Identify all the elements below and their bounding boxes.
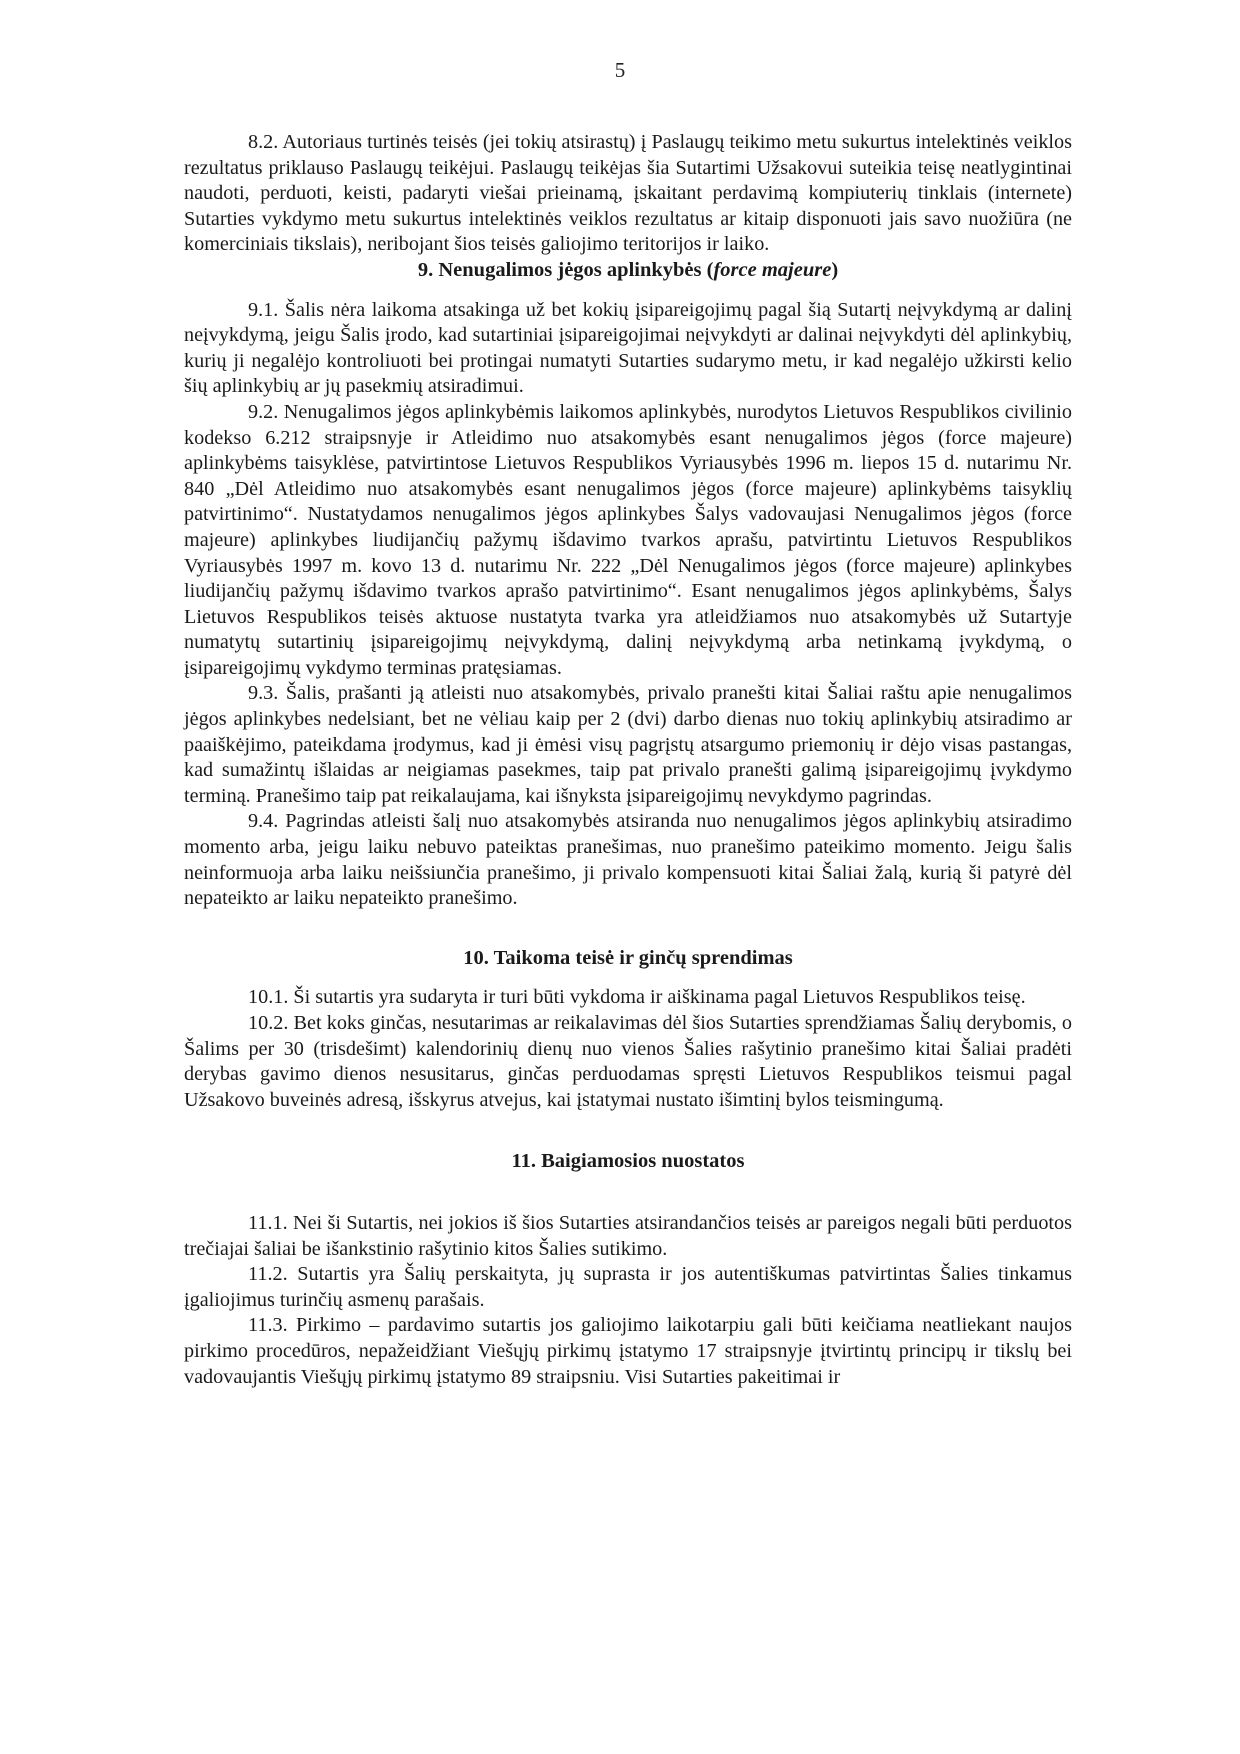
- spacer: [184, 1175, 1072, 1211]
- clause-9-4: 9.4. Pagrindas atleisti šalį nuo atsakomybės atsiranda nuo nenugalimos jėgos aplinkybių atsiradimo momento arba, jeigu laiku nebuvo pateiktas pranešimas, nuo pranešimo pateikimo momento. Jeigu šalis neinformuoja arba laiku neišsiunčia pranešimo, ji privalo kompensuoti kitai Šaliai žalą, kurią ši patyrė dėl nepateikto ar laiku nepateikto pranešimo.: [184, 810, 1072, 910]
- page-number: 5: [614, 58, 626, 82]
- spacer: [184, 971, 1072, 985]
- spacer: [184, 284, 1072, 298]
- clause-9-2: 9.2. Nenugalimos jėgos aplinkybėmis laikomos aplinkybės, nurodytos Lietuvos Respublikos civilinio kodekso 6.212 straipsnyje ir Atleidimo nuo atsakomybės esant nenugalimos jėgos (force majeure) aplinkybėms taisyklėse, patvirtintose Lietuvos Respublikos Vyriausybės 1996 m. liepos 15 d. nutarimu Nr. 840 „Dėl Atleidimo nuo atsakomybės esant nenugalimos jėgos (force majeure) aplinkybėms taisyklių patvirtinimo“. Nustatydamos nenugalimos jėgos aplinkybes Šalys vadovaujasi Nenugalimos jėgos (force majeure) aplinkybes liudijančių pažymų išdavimo tvarkos aprašu, patvirtintu Lietuvos Respublikos Vyriausybės 1997 m. kovo 13 d. nutarimu Nr. 222 „Dėl Nenugalimos jėgos (force majeure) aplinkybes liudijančių pažymų išdavimo tvarkos aprašo patvirtinimo“. Esant nenugalimos jėgos aplinkybėms, Šalys Lietuvos Respublikos teisės aktuose nustatyta tvarka yra atleidžiamos nuo atsakomybės už Sutartyje numatytų sutartinių įsipareigojimų neįvykdymą, dalinį neįvykdymą arba netinkamą įvykdymą, o įsipareigojimų vykdymo terminas pratęsiamas.: [184, 400, 1072, 679]
- document-body: [184, 130, 1072, 1390]
- spacer: [184, 912, 1072, 946]
- clause-11-1: 11.1. Nei ši Sutartis, nei jokios iš šios Sutarties atsirandančios teisės ar pareigos negali būti perduotos trečiajai šaliai be išankstinio rašytinio kitos Šalies sutikimo.: [184, 1211, 1072, 1260]
- clause-11-3: 11.3. Pirkimo – pardavimo sutartis jos galiojimo laikotarpiu gali būti keičiama neatliekant naujos pirkimo procedūros, nepažeidžiant Viešųjų pirkimų įstatymo 17 straipsnyje įtvirtintų principų ir tikslų bei vadovaujantis Viešųjų pirkimų įstatymo 89 straipsniu. Visi Sutarties pakeitimai ir: [184, 1314, 1072, 1388]
- clause-11-2: 11.2. Sutartis yra Šalių perskaityta, jų suprasta ir jos autentiškumas patvirtintas Šalies tinkamus įgaliojimus turinčių asmenų parašais.: [184, 1263, 1072, 1311]
- section-heading-9-main: 9. Nenugalimos jėgos aplinkybės (: [417, 258, 714, 281]
- spacer: [184, 1113, 1072, 1149]
- section-heading-10: 10. Taikoma teisė ir ginčų sprendimas: [463, 946, 793, 969]
- section-heading-9-end: ): [831, 258, 839, 281]
- clause-9-1: 9.1. Šalis nėra laikoma atsakinga už bet kokių įsipareigojimų pagal šią Sutartį neįvykdymą ar dalinį neįvykdymą, jeigu Šalis įrodo, kad sutartiniai įsipareigojimai neįvykdyti ar dalinai neįvykdyti dėl aplinkybių, kurių ji negalėjo kontroliuoti bei protingai numatyti Sutarties sudarymo metu, ir kad negalėjo užkirsti kelio šių aplinkybių ar jų pasekmių atsiradimui.: [184, 298, 1072, 398]
- clause-9-3: 9.3. Šalis, prašanti ją atleisti nuo atsakomybės, privalo pranešti kitai Šaliai raštu apie nenugalimos jėgos aplinkybes nedelsiant, bet ne vėliau kaip per 2 (dvi) darbo dienas nuo tokių aplinkybių atsiradimo ar paaiškėjimo, pateikdama įrodymus, kad ji ėmėsi visų pagrįstų atsargumo priemonių ir dėjo visas pastangas, kad sumažintų išlaidas ar neigiamas pasekmes, taip pat privalo pranešti galimą įsipareigojimų įvykdymo terminą. Pranešimo taip pat reikalaujama, kai išnyksta įsipareigojimų nevykdymo pagrindas.: [184, 682, 1072, 807]
- clause-10-1: 10.1. Ši sutartis yra sudaryta ir turi būti vykdoma ir aiškinama pagal Lietuvos Respublikos teisę.: [248, 986, 1026, 1009]
- clause-8-2: 8.2. Autoriaus turtinės teisės (jei tokių atsirastų) į Paslaugų teikimo metu sukurtus intelektinės veiklos rezultatus priklauso Paslaugų teikėjui. Paslaugų teikėjas šia Sutartimi Užsakovui suteikia teisę neatlygintinai naudoti, perduoti, keisti, padaryti viešai prieinamą, įskaitant perdavimą kompiuterių tinklais (internete) Sutarties vykdymo metu sukurtus intelektinės veiklos rezultatus ar kitaip disponuoti jais savo nuožiūra (ne komerciniais tikslais), neribojant šios teisės galiojimo teritorijos ir laiko.: [184, 131, 1072, 256]
- section-heading-11: 11. Baigiamosios nuostatos: [511, 1150, 745, 1173]
- section-heading-9-italic: force majeure: [713, 258, 832, 281]
- clause-10-2: 10.2. Bet koks ginčas, nesutarimas ar reikalavimas dėl šios Sutarties sprendžiamas Šalių derybomis, o Šalims per 30 (trisdešimt) kalendorinių dienų nuo vienos Šalies rašytinio pranešimo kitai Šaliai pradėti derybas gavimo dienos nesusitarus, ginčas perduodamas spręsti Lietuvos Respublikos teismui pagal Užsakovo buveinės adresą, išskyrus atvejus, kai įstatymai nustato išimtinį bylos teismingumą.: [184, 1012, 1072, 1111]
- section-heading-9: [184, 258, 1072, 284]
